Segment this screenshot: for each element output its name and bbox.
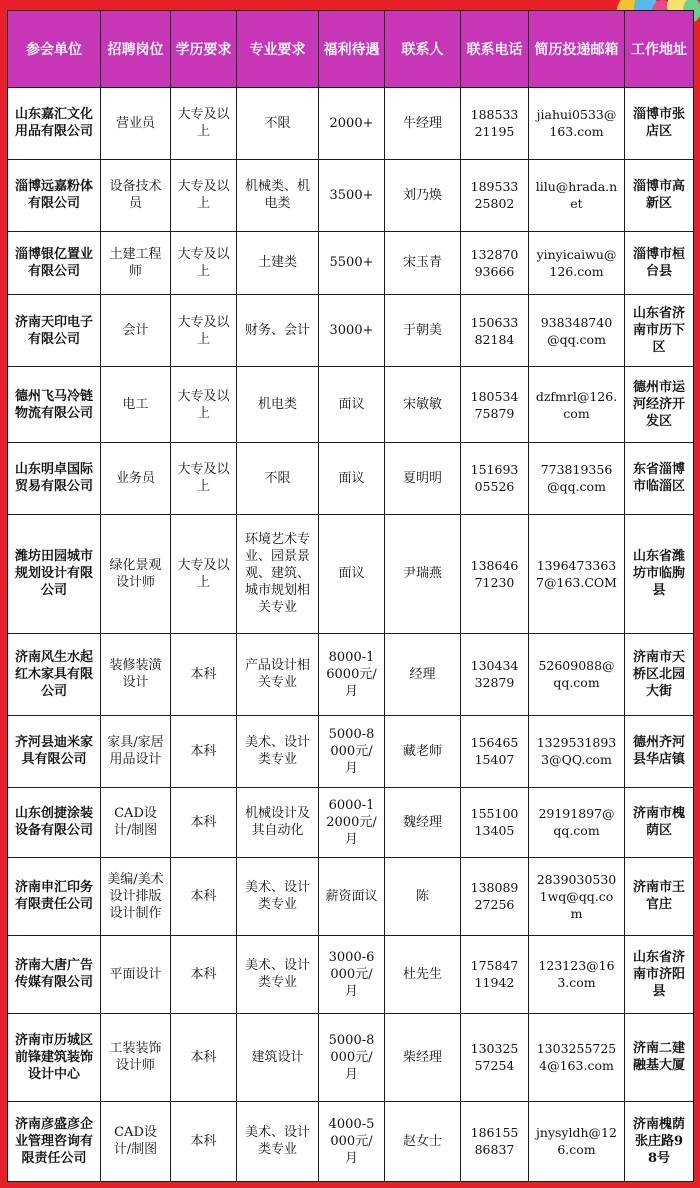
cell-position: 设备技术员: [101, 159, 171, 231]
cell-phone: 15510013405: [461, 787, 529, 857]
cell-phone: 13043432879: [461, 633, 529, 715]
cell-salary: 面议: [319, 443, 385, 515]
cell-company: 淄博远嘉粉体有限公司: [8, 159, 101, 231]
cell-position: 业务员: [101, 443, 171, 515]
cell-salary: 5000-8000元/月: [319, 716, 385, 788]
cell-salary: 3500+: [319, 159, 385, 231]
cell-education: 本科: [171, 716, 237, 788]
cell-company: 济南彦盛彦企业管理咨询有限责任公司: [8, 1101, 101, 1181]
cell-contact: 藏老师: [385, 716, 461, 788]
header-position: 招聘岗位: [101, 11, 171, 88]
cell-education: 大专及以上: [171, 88, 237, 160]
cell-email: 773819356@qq.com: [529, 443, 625, 515]
table-row: [8, 633, 694, 715]
header-contact: 联系人: [385, 11, 461, 88]
cell-phone: 18053475879: [461, 367, 529, 443]
header-phone: 联系电话: [461, 11, 529, 88]
cell-phone: 18853321195: [461, 88, 529, 160]
cell-phone: 18615586837: [461, 1101, 529, 1181]
cell-company: 潍坊田园城市规划设计有限公司: [8, 514, 101, 633]
job-fair-table-container: [7, 10, 693, 1182]
cell-salary: 5500+: [319, 231, 385, 295]
cell-major: 美术、设计类专业: [237, 716, 319, 788]
cell-address: 德州齐河县华店镇: [625, 716, 694, 788]
cell-company: 山东创捷涂装设备有限公司: [8, 787, 101, 857]
cell-company: 德州飞马冷链物流有限公司: [8, 367, 101, 443]
cell-company: 济南申汇印务有限责任公司: [8, 857, 101, 935]
cell-major: 机电类: [237, 367, 319, 443]
cell-address: 德州市运河经济开发区: [625, 367, 694, 443]
cell-phone: 13864671230: [461, 514, 529, 633]
cell-email: 13964733637@163.COM: [529, 514, 625, 633]
cell-email: dzfmrl@126.com: [529, 367, 625, 443]
cell-salary: 2000+: [319, 88, 385, 160]
table-row: [8, 935, 694, 1013]
cell-education: 本科: [171, 787, 237, 857]
cell-salary: 5000-8000元/月: [319, 1013, 385, 1101]
cell-position: 电工: [101, 367, 171, 443]
cell-contact: 经理: [385, 633, 461, 715]
table-row: [8, 443, 694, 515]
cell-major: 产品设计相关专业: [237, 633, 319, 715]
cell-education: 大专及以上: [171, 443, 237, 515]
cell-address: 济南市王官庄: [625, 857, 694, 935]
cell-education: 大专及以上: [171, 295, 237, 367]
cell-address: 淄博市桓台县: [625, 231, 694, 295]
cell-email: 938348740@qq.com: [529, 295, 625, 367]
cell-major: 环境艺术专业、园景景观、建筑、城市规划相关专业: [237, 514, 319, 633]
cell-contact: 柴经理: [385, 1013, 461, 1101]
cell-email: 123123@163.com: [529, 935, 625, 1013]
job-fair-table: [7, 10, 694, 1182]
table-row: [8, 231, 694, 295]
cell-major: 建筑设计: [237, 1013, 319, 1101]
table-row: [8, 857, 694, 935]
cell-salary: 面议: [319, 367, 385, 443]
cell-major: 不限: [237, 88, 319, 160]
cell-major: 机械设计及其自动化: [237, 787, 319, 857]
table-row: [8, 1101, 694, 1181]
cell-phone: 15169305526: [461, 443, 529, 515]
cell-salary: 薪资面议: [319, 857, 385, 935]
cell-contact: 魏经理: [385, 787, 461, 857]
cell-salary: 3000-6000元/月: [319, 935, 385, 1013]
cell-email: lilu@hrada.net: [529, 159, 625, 231]
cell-email: 13032557254@163.com: [529, 1013, 625, 1101]
cell-email: 28390305301wq@qq.com: [529, 857, 625, 935]
cell-address: 淄博市高新区: [625, 159, 694, 231]
cell-education: 大专及以上: [171, 514, 237, 633]
cell-company: 济南市历城区前锋建筑装饰设计中心: [8, 1013, 101, 1101]
cell-address: 淄博市张店区: [625, 88, 694, 160]
cell-major: 土建类: [237, 231, 319, 295]
cell-education: 大专及以上: [171, 231, 237, 295]
table-body: [8, 88, 694, 1182]
table-row: [8, 367, 694, 443]
cell-major: 机械类、机电类: [237, 159, 319, 231]
header-education: 学历要求: [171, 11, 237, 88]
cell-email: 29191897@qq.com: [529, 787, 625, 857]
cell-contact: 陈: [385, 857, 461, 935]
cell-education: 本科: [171, 633, 237, 715]
cell-salary: 6000-12000元/月: [319, 787, 385, 857]
cell-phone: 13287093666: [461, 231, 529, 295]
cell-address: 东省淄博市临淄区: [625, 443, 694, 515]
cell-position: 绿化景观设计师: [101, 514, 171, 633]
table-row: [8, 787, 694, 857]
table-row: [8, 159, 694, 231]
table-row: [8, 295, 694, 367]
cell-contact: 杜先生: [385, 935, 461, 1013]
cell-salary: 面议: [319, 514, 385, 633]
cell-position: 美编/美术设计排版设计制作: [101, 857, 171, 935]
cell-major: 美术、设计类专业: [237, 1101, 319, 1181]
header-email: 简历投递邮箱: [529, 11, 625, 88]
cell-phone: 18953325802: [461, 159, 529, 231]
cell-position: 营业员: [101, 88, 171, 160]
cell-contact: 赵女士: [385, 1101, 461, 1181]
cell-email: yinyicaiwu@126.com: [529, 231, 625, 295]
cell-position: 工装装饰设计师: [101, 1013, 171, 1101]
cell-position: CAD设计/制图: [101, 1101, 171, 1181]
header-address: 工作地址: [625, 11, 694, 88]
cell-company: 济南大唐广告传媒有限公司: [8, 935, 101, 1013]
cell-contact: 刘乃焕: [385, 159, 461, 231]
cell-position: 家具/家居用品设计: [101, 716, 171, 788]
cell-position: 会计: [101, 295, 171, 367]
cell-major: 美术、设计类专业: [237, 935, 319, 1013]
cell-phone: 15646515407: [461, 716, 529, 788]
cell-contact: 宋玉青: [385, 231, 461, 295]
cell-phone: 13808927256: [461, 857, 529, 935]
cell-email: 13295318933@QQ.com: [529, 716, 625, 788]
cell-phone: 17584711942: [461, 935, 529, 1013]
cell-salary: 4000-5000元/月: [319, 1101, 385, 1181]
cell-address: 山东省潍坊市临朐县: [625, 514, 694, 633]
cell-contact: 夏明明: [385, 443, 461, 515]
cell-salary: 3000+: [319, 295, 385, 367]
cell-major: 财务、会计: [237, 295, 319, 367]
cell-email: 52609088@qq.com: [529, 633, 625, 715]
cell-company: 齐河县迪米家具有限公司: [8, 716, 101, 788]
header-salary: 福利待遇: [319, 11, 385, 88]
cell-major: 美术、设计类专业: [237, 857, 319, 935]
cell-education: 本科: [171, 935, 237, 1013]
cell-salary: 8000-16000元/月: [319, 633, 385, 715]
cell-education: 大专及以上: [171, 367, 237, 443]
cell-address: 济南槐荫张庄路98号: [625, 1101, 694, 1181]
table-row: [8, 716, 694, 788]
cell-position: CAD设计/制图: [101, 787, 171, 857]
cell-email: jnysyldh@126.com: [529, 1101, 625, 1181]
cell-phone: 15063382184: [461, 295, 529, 367]
table-row: [8, 88, 694, 160]
cell-company: 济南风生水起红木家具有限公司: [8, 633, 101, 715]
header-major: 专业要求: [237, 11, 319, 88]
header-company: 参会单位: [8, 11, 101, 88]
cell-position: 土建工程师: [101, 231, 171, 295]
cell-address: 济南市槐荫区: [625, 787, 694, 857]
cell-phone: 13032557254: [461, 1013, 529, 1101]
cell-contact: 牛经理: [385, 88, 461, 160]
cell-email: jiahui0533@163.com: [529, 88, 625, 160]
cell-position: 装修装潢设计: [101, 633, 171, 715]
cell-major: 不限: [237, 443, 319, 515]
table-row: [8, 1013, 694, 1101]
cell-contact: 于朝美: [385, 295, 461, 367]
cell-contact: 尹瑞燕: [385, 514, 461, 633]
cell-education: 本科: [171, 1101, 237, 1181]
cell-education: 本科: [171, 1013, 237, 1101]
cell-address: 济南二建融基大厦: [625, 1013, 694, 1101]
cell-contact: 宋敏敏: [385, 367, 461, 443]
cell-company: 济南天印电子有限公司: [8, 295, 101, 367]
cell-address: 山东省济南市历下区: [625, 295, 694, 367]
cell-education: 本科: [171, 857, 237, 935]
cell-company: 山东嘉汇文化用品有限公司: [8, 88, 101, 160]
table-header-row: [8, 11, 694, 88]
cell-position: 平面设计: [101, 935, 171, 1013]
cell-address: 济南市天桥区北园大街: [625, 633, 694, 715]
cell-address: 山东省济南市济阳县: [625, 935, 694, 1013]
cell-company: 淄博银亿置业有限公司: [8, 231, 101, 295]
table-row: [8, 514, 694, 633]
cell-education: 大专及以上: [171, 159, 237, 231]
cell-company: 山东明卓国际贸易有限公司: [8, 443, 101, 515]
